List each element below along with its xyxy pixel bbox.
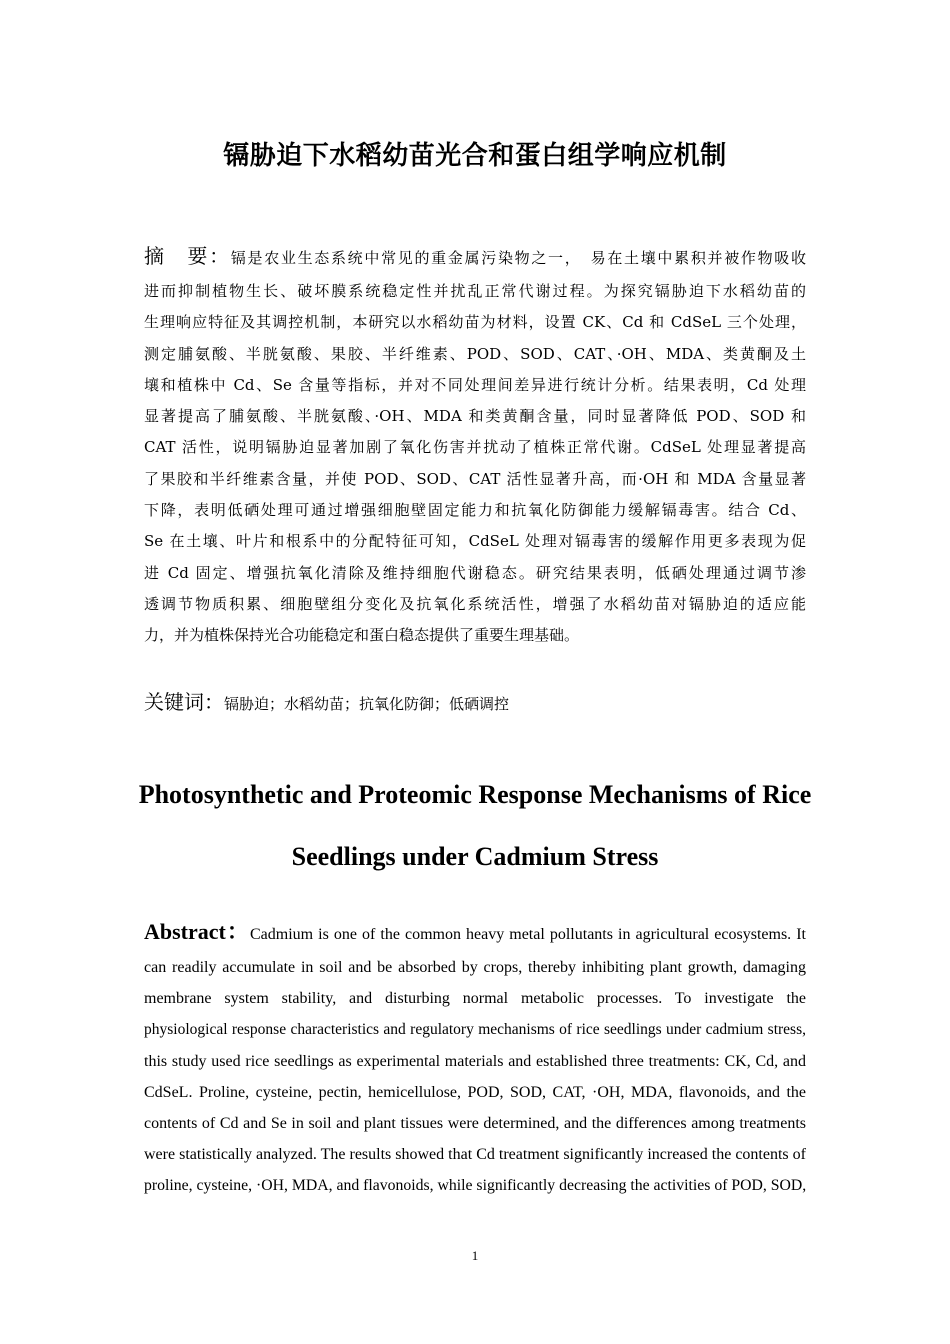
english-abstract-line: can readily accumulate in soil and be absorbed by crops, thereby inhibiting plant growth, damaging <box>144 959 806 976</box>
english-abstract-line-1 <box>144 912 806 952</box>
page-number: 1 <box>471 1248 479 1263</box>
chinese-abstract-line-1 <box>144 236 806 276</box>
chinese-abstract-line: 了果胶和半纤维素含量，并使 POD、SOD、CAT 活性显著升高，而·OH 和 MDA 含量显著 <box>144 469 806 488</box>
chinese-keywords-text: 镉胁迫；水稻幼苗；抗氧化防御；低硒调控 <box>224 695 510 713</box>
chinese-abstract-label: 摘 要： <box>144 244 231 268</box>
chinese-abstract-line: 生理响应特征及其调控机制，本研究以水稻幼苗为材料，设置 CK、Cd 和 CdSeL 三个处理， <box>144 313 806 332</box>
english-title-line-1: Photosynthetic and Proteomic Response Mechanisms of Rice <box>138 780 812 809</box>
english-abstract-line: this study used rice seedlings as experimental materials and established three treatments: CK, Cd, and <box>144 1052 806 1070</box>
chinese-abstract-line: 壤和植株中 Cd、Se 含量等指标，并对不同处理间差异进行统计分析。结果表明，Cd 处理 <box>144 375 806 394</box>
chinese-abstract-line: CAT 活性，说明镉胁迫显著加剧了氧化伤害并扰动了植株正常代谢。CdSeL 处理显著提高 <box>144 438 806 457</box>
chinese-keywords <box>144 682 806 724</box>
chinese-abstract-line: 透调节物质积累、细胞壁组分变化及抗氧化系统活性，增强了水稻幼苗对镉胁迫的适应能 <box>144 594 806 613</box>
chinese-abstract-line: 测定脯氨酸、半胱氨酸、果胶、半纤维素、POD、SOD、CAT、·OH、MDA、类黄酮及土 <box>144 344 806 363</box>
english-abstract-line: physiological response characteristics and regulatory mechanisms of rice seedlings under cadmium stress, <box>144 1021 806 1039</box>
english-title <box>120 764 830 888</box>
english-title-line-2: Seedlings under Cadmium Stress <box>291 842 659 871</box>
english-abstract-line: CdSeL. Proline, cysteine, pectin, hemicellulose, POD, SOD, CAT, ·OH, MDA, flavonoids, and the <box>144 1083 806 1101</box>
chinese-keywords-label: 关键词： <box>144 690 224 714</box>
chinese-abstract-text: 镉是农业生态系统中常见的重金属污染物之一， 易在土壤中累积并被作物吸收 <box>230 249 806 267</box>
english-abstract-line: membrane system stability, and disturbing normal metabolic processes. To investigate the <box>144 990 806 1008</box>
english-abstract-line: proline, cysteine, ·OH, MDA, and flavonoids, while significantly decreasing the activities of POD, SOD, <box>144 1177 807 1195</box>
english-abstract <box>144 912 806 1202</box>
chinese-abstract-line: 进 Cd 固定、增强抗氧化清除及维持细胞代谢稳态。研究结果表明，低硒处理通过调节渗 <box>144 563 806 582</box>
chinese-abstract <box>144 236 806 652</box>
english-abstract-label: Abstract： <box>144 919 250 944</box>
chinese-abstract-line: 力，并为植株保持光合功能稳定和蛋白稳态提供了重要生理基础。 <box>144 626 580 645</box>
english-abstract-line: were statistically analyzed. The results showed that Cd treatment significantly increased the contents of <box>144 1146 806 1164</box>
chinese-abstract-line: Se 在土壤、叶片和根系中的分配特征可知，CdSeL 处理对镉毒害的缓解作用更多表现为促 <box>144 532 806 551</box>
chinese-abstract-line: 下降，表明低硒处理可通过增强细胞壁固定能力和抗氧化防御能力缓解镉毒害。结合 Cd、 <box>144 501 806 520</box>
chinese-title: 镉胁迫下水稻幼苗光合和蛋白组学响应机制 <box>223 141 727 171</box>
chinese-abstract-line: 显著提高了脯氨酸、半胱氨酸、·OH、MDA 和类黄酮含量，同时显著降低 POD、SOD 和 <box>144 407 806 426</box>
chinese-abstract-line: 进而抑制植物生长、破坏膜系统稳定性并扰乱正常代谢过程。为探究镉胁迫下水稻幼苗的 <box>144 282 806 300</box>
english-abstract-text: Cadmium is one of the common heavy metal pollutants in agricultural ecosystems. It <box>249 926 806 943</box>
english-abstract-line: contents of Cd and Se in soil and plant tissues were determined, and the differences among treatments <box>144 1115 806 1133</box>
